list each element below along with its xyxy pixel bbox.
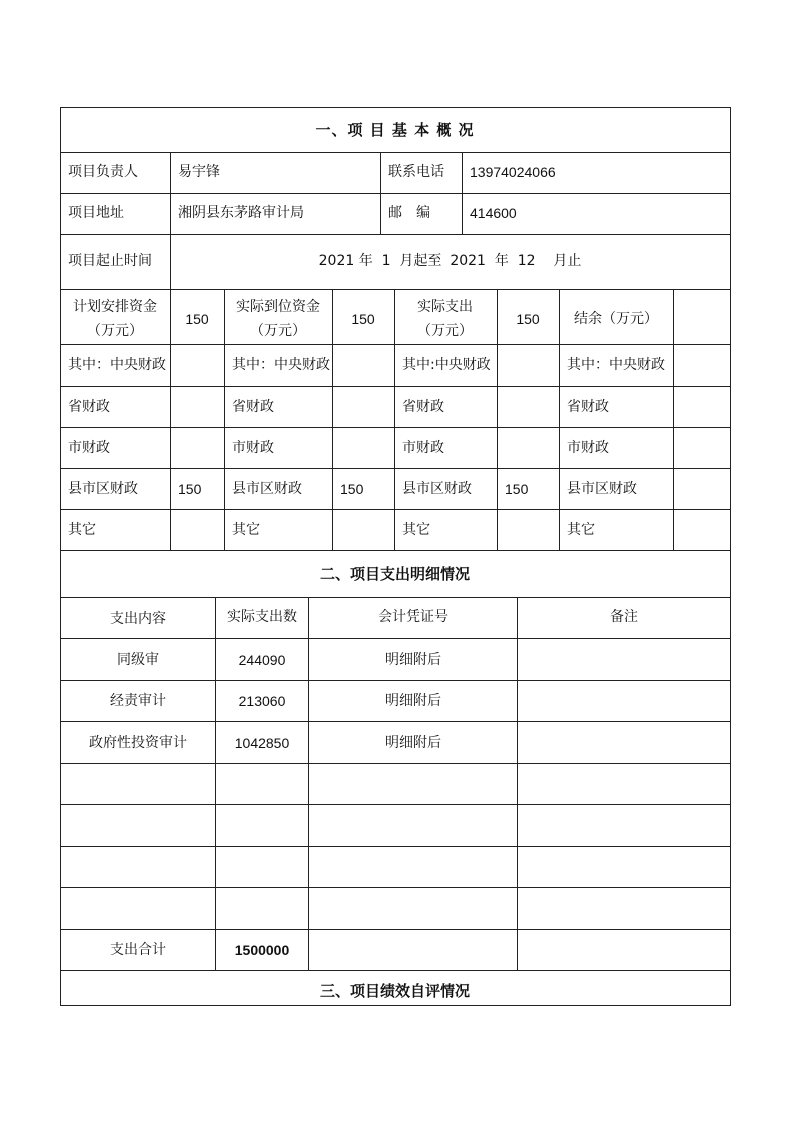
row-line [60, 887, 731, 888]
funds-row-label: 其中：中央财政 [68, 357, 166, 373]
section-2-title: 二、项目支出明细情况 [319, 565, 471, 583]
total-label: 支出合计 [110, 942, 166, 958]
funds-row-label: 其它 [68, 522, 96, 538]
owner-value: 易宇锋 [178, 164, 220, 180]
period-value: 2021 年 1 月起至 2021 年 12 月止 [318, 253, 582, 269]
planned-funds-label: 计划安排资金 [73, 299, 157, 315]
received-funds-unit: （万元） [250, 323, 306, 339]
row-line [60, 386, 731, 387]
zip-value: 414600 [470, 205, 517, 221]
funds-row-label: 省财政 [402, 399, 444, 415]
col-line [394, 289, 395, 550]
phone-value: 13974024066 [470, 164, 556, 180]
funds-row-label: 其它 [232, 522, 260, 538]
address-label: 项目地址 [68, 205, 124, 221]
funds-row-label: 县市区财政 [68, 481, 138, 497]
row-line [60, 970, 731, 971]
received-funds-value: 150 [351, 311, 375, 327]
planned-funds-unit: （万元） [87, 323, 143, 339]
spent-funds-value: 150 [516, 311, 540, 327]
row-line [60, 638, 731, 639]
funds-row-label: 县市区财政 [402, 481, 472, 497]
row-line [60, 344, 731, 345]
col-line [215, 597, 216, 970]
funds-row-label: 其它 [402, 522, 430, 538]
expense-amount: 244090 [238, 652, 286, 668]
row-line [60, 846, 731, 847]
funds-row-label: 市财政 [232, 440, 274, 456]
row-line [60, 550, 731, 551]
planned-funds-value: 150 [185, 311, 209, 327]
project-form-table [60, 107, 731, 1006]
funds-row-label: 县市区财政 [232, 481, 302, 497]
col-line [673, 289, 674, 550]
expense-amount: 213060 [238, 693, 286, 709]
expense-item: 同级审 [117, 652, 159, 668]
header-content: 支出内容 [110, 611, 166, 627]
row-line [60, 597, 731, 598]
funds-row-label: 市财政 [567, 440, 609, 456]
funds-row-label: 其中：中央财政 [232, 357, 330, 373]
row-line [60, 468, 731, 469]
zip-label: 邮 编 [388, 205, 430, 221]
header-voucher: 会计凭证号 [378, 609, 448, 625]
row-line [60, 929, 731, 930]
row-line [60, 680, 731, 681]
col-line [380, 152, 381, 234]
expense-voucher: 明细附后 [385, 652, 441, 668]
funds-row-value: 150 [340, 481, 364, 497]
col-line [462, 152, 463, 234]
total-value: 1500000 [234, 942, 290, 958]
funds-row-label: 县市区财政 [567, 481, 637, 497]
spent-funds-unit: （万元） [417, 323, 473, 339]
expense-amount: 1042850 [234, 735, 290, 751]
expense-item: 经责审计 [110, 693, 166, 709]
funds-row-label: 其中:中央财政 [402, 357, 491, 373]
funds-row-label: 其它 [567, 522, 595, 538]
received-funds-label: 实际到位资金 [236, 299, 320, 315]
row-line [60, 509, 731, 510]
col-line [332, 289, 333, 550]
row-line [60, 234, 731, 235]
row-line [60, 193, 731, 194]
row-line [60, 289, 731, 290]
funds-row-value: 150 [505, 481, 529, 497]
row-line [60, 427, 731, 428]
address-value: 湘阴县东茅路审计局 [178, 205, 304, 221]
row-line [60, 721, 731, 722]
balance-label: 结余（万元） [574, 311, 658, 327]
owner-label: 项目负责人 [68, 164, 138, 180]
header-amount: 实际支出数 [227, 609, 297, 625]
funds-row-label: 市财政 [68, 440, 110, 456]
col-line [308, 597, 309, 970]
funds-row-value: 150 [178, 481, 202, 497]
row-line [60, 763, 731, 764]
funds-row-label: 市财政 [402, 440, 444, 456]
phone-label: 联系电话 [388, 164, 444, 180]
expense-voucher: 明细附后 [385, 735, 441, 751]
section-1-title: 一、项 目 基 本 概 况 [315, 121, 475, 139]
col-line [224, 289, 225, 550]
period-label: 项目起止时间 [68, 253, 152, 269]
funds-row-label: 省财政 [68, 399, 110, 415]
funds-row-label: 省财政 [567, 399, 609, 415]
funds-row-label: 其中：中央财政 [567, 357, 665, 373]
spent-funds-label: 实际支出 [417, 299, 473, 315]
section-3-title: 三、项目绩效自评情况 [319, 982, 471, 1000]
col-line [559, 289, 560, 550]
header-remark: 备注 [610, 609, 638, 625]
col-line [497, 289, 498, 550]
expense-voucher: 明细附后 [385, 693, 441, 709]
row-line [60, 152, 731, 153]
expense-item: 政府性投资审计 [89, 735, 187, 751]
col-line [170, 152, 171, 550]
funds-row-label: 省财政 [232, 399, 274, 415]
col-line [517, 597, 518, 970]
row-line [60, 804, 731, 805]
